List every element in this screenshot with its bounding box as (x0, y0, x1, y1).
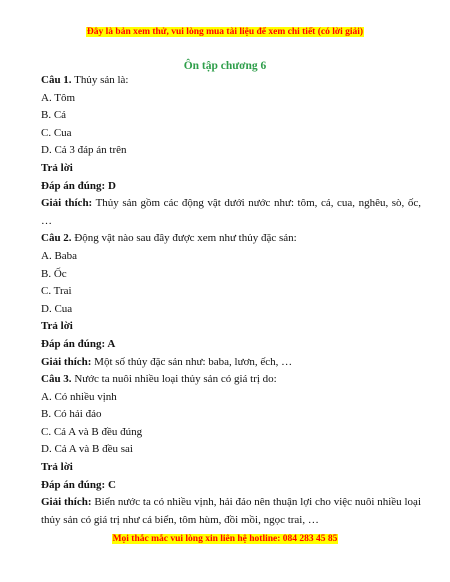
preview-banner (0, 26, 450, 38)
q2-explanation (41, 354, 421, 372)
question-2-label: Câu 2. (41, 232, 72, 245)
q1-option-d: D. Cả 3 đáp án trên (41, 144, 127, 157)
q2-explanation-label: Giải thích: (41, 355, 92, 368)
hotline-footer-text: Mọi thắc mắc vui lòng xin liên hệ hotline: 084 283 45 85 (112, 534, 338, 544)
q2-answer: Đáp án đúng: A (41, 337, 116, 350)
q3-answer: Đáp án đúng: C (41, 478, 116, 491)
q3-explanation (41, 494, 421, 529)
question-2-text: Động vật nào sau đây được xem như thủy đặc sản: (71, 232, 297, 245)
document-content (41, 72, 421, 529)
q3-explanation-label: Giải thích: (41, 496, 92, 509)
q3-option-a: A. Có nhiều vịnh (41, 390, 117, 403)
question-3-text: Nước ta nuôi nhiều loại thủy sản có giá trị do: (71, 373, 277, 386)
preview-banner-text: Đây là bản xem thử, vui lòng mua tài liệu để xem chi tiết (có lời giải) (86, 27, 364, 37)
q2-option-c: C. Trai (41, 285, 72, 298)
question-3-label: Câu 3. (41, 373, 72, 386)
question-1-label: Câu 1. (41, 74, 72, 86)
q1-explanation (41, 195, 421, 230)
q3-explanation-text: Biển nước ta có nhiều vịnh, hải đảo nên thuận lợi cho việc nuôi nhiều loại thủy sản có giá trị như cá biển, tôm hùm, đồi mồi, ngọc trai, … (41, 496, 422, 526)
q1-explanation-label: Giải thích: (41, 197, 93, 210)
q2-option-a: A. Baba (41, 249, 78, 262)
question-2 (41, 230, 421, 248)
q2-answer-heading: Trả lời (41, 320, 73, 333)
hotline-footer (0, 533, 450, 545)
question-1-text: Thủy sản là: (71, 74, 129, 86)
q1-answer: Đáp án đúng: D (41, 179, 116, 192)
question-1 (41, 72, 421, 90)
q2-explanation-text: Một số thủy đặc sản như: baba, lươn, ếch, … (91, 355, 293, 368)
q1-option-b: B. Cá (41, 109, 67, 122)
q1-answer-heading: Trả lời (41, 161, 73, 174)
q1-option-a: A. Tôm (41, 91, 76, 104)
q2-option-b: B. Ốc (41, 267, 67, 280)
question-3 (41, 371, 421, 389)
q1-explanation-text: Thủy sản gồm các động vật dưới nước như: tôm, cá, cua, nghêu, sò, ốc, … (41, 197, 421, 227)
q3-option-b: B. Có hải đảo (41, 408, 102, 421)
page-title: Ôn tập chương 6 (183, 60, 267, 72)
q3-answer-heading: Trả lời (41, 461, 73, 474)
q1-option-c: C. Cua (41, 126, 72, 139)
q2-option-d: D. Cua (41, 302, 73, 315)
q3-option-d: D. Cả A và B đều sai (41, 443, 133, 456)
q3-option-c: C. Cả A và B đều đúng (41, 425, 143, 438)
